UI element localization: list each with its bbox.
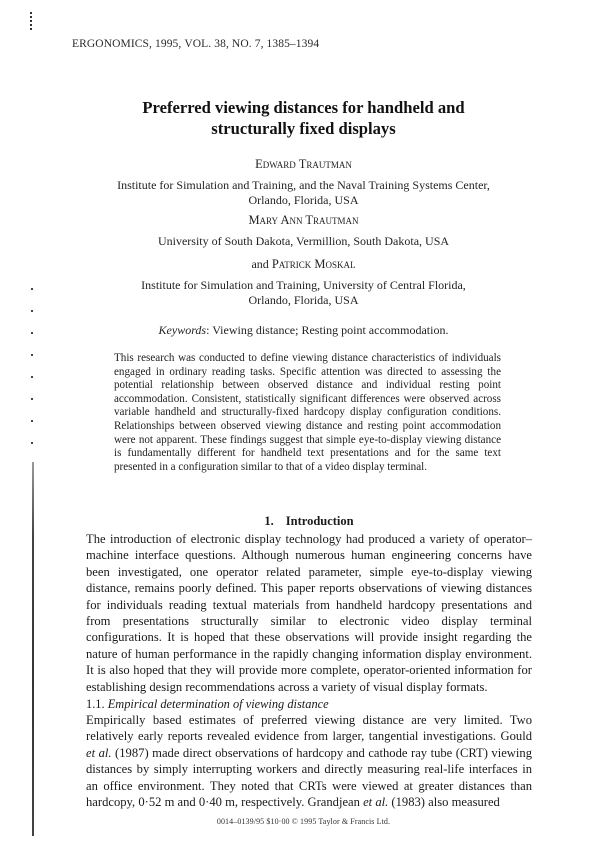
author-affiliation-location: Orlando, Florida, USA [248,293,359,307]
keywords-text: : Viewing distance; Resting point accommodation. [206,323,449,337]
scan-artifact-dots [31,268,33,458]
abstract-text: This research was conducted to define viewing distance characteristics of individuals engaged in ordinary reading tasks. Specific attention was directed to assessing the potential relationship between observed distance and individual resting point accommodation. Consistent, statistically significant differences were observed across variable handheld and structurally-fixed hardcopy display configuration conditions. Relationships between observed viewing distance and resting point accommodation were not apparent. These findings suggest that simple eye-to-display viewing distance is fundamentally different for handheld text presentations and for the same text presented in a configuration similar to that of a video display terminal. [114,352,501,473]
section-heading-introduction [86,514,532,529]
scan-artifact-margin-line [32,462,34,836]
author-block-2 [60,213,547,249]
paragraph-text: (1983) also measured [388,795,500,810]
paragraph-text: Empirically based estimates of preferred viewing distance are very limited. Two relatively early reports revealed evidence from larger, tangential investigations. Gould [86,713,532,744]
author-affiliation: University of South Dakota, Vermillion, South Dakota, USA [157,234,450,248]
section-title: Introduction [285,514,354,528]
author-name: Patrick Moskal [271,257,356,271]
abstract [114,352,501,474]
subsection-paragraph [86,712,532,810]
citation-etal: et al. [363,795,389,810]
keywords-label: Keywords [158,323,207,337]
issue-number: 7 [254,38,261,50]
author-block-3 [60,257,547,308]
paragraph-text: (1987) made direct observations of hardcopy and cathode ray tube (CRT) viewing distances by simply interrupting workers and directly measuring real-life interfaces in an office environment. They noted that CRTs were viewed at greater distances than hardcopy, 0·52 m and 0·40 m, respectively. Grandjean [86,745,532,810]
copyright-footer: 0014–0139/95 $10·00 © 1995 Taylor & Francis Ltd. [216,817,391,826]
author-affiliation-location: Orlando, Florida, USA [248,193,359,207]
journal-citation-header: ERGONOMICS, 1995, VOL. 38, NO. 7, 1385–1394 [72,38,320,50]
author-conjunction: and [251,257,269,271]
citation-etal: et al. [86,745,112,760]
subsection-number: 1.1. [86,697,105,711]
keywords-line [60,323,547,338]
author-affiliation: Institute for Simulation and Training, and the Naval Training Systems Center, [117,178,490,192]
issue-label: NO. [231,38,252,50]
paragraph-text: The introduction of electronic display technology had produced a variety of operator–machine interface questions. Although numerous human engineering concerns have been investigated, one operator related parameter, simple eye-to-display viewing distance, remains poorly defined. This paper reports observations of viewing distances for individuals reading textual materials from handheld hardcopy presentations and from presentations structurally similar to electronic video display terminal configurations. It is hoped that these observations will provide insight regarding the nature of human performance in the rapidly changing information display environment. It is also hoped that they will provide more complete, operator-oriented information for establishing design recommendations across a variety of visual display formats. [86,532,532,694]
paper-title [80,97,527,139]
volume-label: VOL. [184,38,212,50]
title-line-2: structurally fixed displays [211,119,396,138]
introduction-paragraph [86,531,532,695]
volume-number: 38 [214,38,226,50]
journal-name: ERGONOMICS [72,38,150,50]
author-affiliation: Institute for Simulation and Training, University of Central Florida, [141,278,466,292]
section-number: 1. [264,514,274,528]
journal-year: 1995 [155,38,179,50]
author-name: Mary Ann Trautman [248,213,359,227]
scan-artifact-top [30,12,35,30]
subsection-title: Empirical determination of viewing distance [107,697,329,711]
page-range: 1385–1394 [266,38,320,50]
title-line-1: Preferred viewing distances for handheld and [142,98,465,117]
author-name: Edward Trautman [255,157,352,171]
subsection-heading [86,697,329,712]
author-block-1 [60,157,547,208]
